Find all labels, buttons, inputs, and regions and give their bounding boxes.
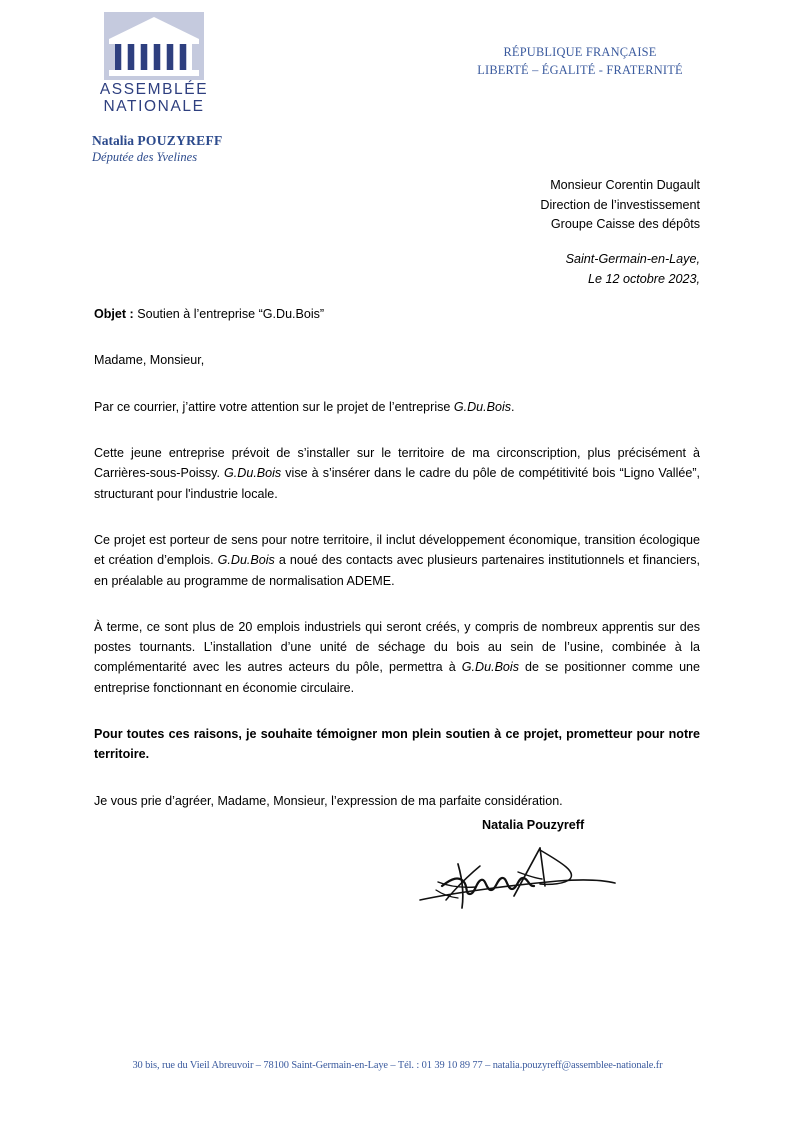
- recipient-organization: Groupe Caisse des dépôts: [550, 217, 700, 232]
- republic-header: [430, 44, 730, 79]
- company-name: G.Du.Bois: [453, 399, 512, 414]
- paragraph-1-text-a: Par ce courrier, j’attire votre attention sur le projet de l’entreprise: [94, 399, 454, 414]
- signature-block: [400, 818, 700, 917]
- assemblee-nationale-logo: [95, 12, 213, 116]
- republic-line-2: LIBERTÉ – ÉGALITÉ - FRATERNITÉ: [477, 62, 683, 77]
- subject-line: [94, 304, 700, 324]
- deputy-last-name: POUZYREFF: [137, 133, 223, 148]
- salutation: Madame, Monsieur,: [94, 353, 205, 368]
- signature-image: [418, 842, 700, 917]
- letterhead: [88, 12, 318, 165]
- paragraph-6-closing: Je vous prie d’agréer, Madame, Monsieur, l’expression de ma parfaite considération.: [94, 793, 563, 808]
- page-footer: 30 bis, rue du Vieil Abreuvoir – 78100 Saint-Germain-en-Laye – Tél. : 01 39 10 89 77 – natalia.pouzyreff@assemblee-nationale.fr: [132, 1060, 663, 1071]
- paragraph-2: [94, 443, 700, 504]
- paragraph-4-text-a: À terme, ce sont plus de 20 emplois industriels qui seront créés, y compris de nombreux apprentis sur des postes tournants. L’installation d’une unité de séchage du bois au sein de l’usine, combinée à la complémentarité avec les autres acteurs du pôle, permettra à: [94, 619, 700, 675]
- republic-line-1: RÉPUBLIQUE FRANÇAISE: [503, 45, 657, 59]
- deputy-first-name: Natalia: [92, 133, 138, 148]
- svg-text:NATIONALE: NATIONALE: [103, 98, 205, 115]
- paragraph-1: [94, 397, 700, 417]
- company-name: G.Du.Bois: [461, 660, 519, 675]
- paragraph-4-text-b: de se positionner comme une entreprise fonctionnant en économie circulaire.: [94, 660, 700, 695]
- subject-text: Soutien à l’entreprise “G.Du.Bois”: [133, 307, 325, 321]
- letter-date: Le 12 octobre 2023,: [587, 271, 700, 286]
- signatory-name: Natalia Pouzyreff: [482, 818, 585, 832]
- paragraph-2-text-b: vise à s’insérer dans le cadre du pôle de compétitivité bois “Ligno Vallée”, structurant pour l'industrie locale.: [94, 466, 700, 501]
- paragraph-5-support-statement: Pour toutes ces raisons, je souhaite témoigner mon plein soutien à ce projet, prometteur pour notre territoire.: [94, 727, 700, 762]
- deputy-role: Députée des Yvelines: [92, 150, 198, 165]
- paragraph-3-text-a: Ce projet est porteur de sens pour notre territoire, il inclut développement économique, transition écologique et création d’emplois.: [94, 532, 700, 568]
- subject-label: Objet :: [94, 307, 134, 321]
- paragraph-3: [94, 530, 700, 591]
- paragraph-4: [94, 617, 700, 698]
- paragraph-2-text-a: Cette jeune entreprise prévoit de s’installer sur le territoire de ma circonscription, plus précisément à Carrières-sous-Poissy.: [94, 445, 700, 481]
- place-and-date: [380, 250, 700, 289]
- recipient-address: [380, 176, 700, 235]
- paragraph-1-text-b: .: [511, 399, 515, 414]
- svg-text:ASSEMBLÉE: ASSEMBLÉE: [99, 81, 209, 98]
- handwritten-signature-icon: [418, 842, 618, 912]
- letter-body: [94, 304, 700, 811]
- deputy-identity: [92, 132, 318, 165]
- palais-bourbon-icon: [95, 12, 213, 116]
- recipient-name: Monsieur Corentin Dugault: [550, 178, 700, 192]
- company-name: G.Du.Bois: [224, 466, 282, 481]
- company-name: G.Du.Bois: [217, 553, 275, 568]
- recipient-department: Direction de l’investissement: [540, 197, 700, 212]
- paragraph-3-text-b: a noué des contacts avec plusieurs partenaires institutionnels et financiers, en préalable au programme de normalisation ADEME.: [94, 553, 700, 588]
- deputy-name: [92, 132, 318, 149]
- letter-place: Saint-Germain-en-Laye,: [565, 252, 700, 266]
